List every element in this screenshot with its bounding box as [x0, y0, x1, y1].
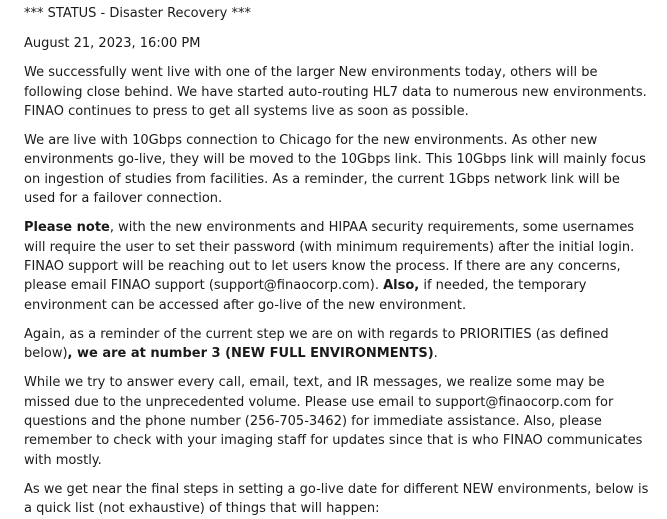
paragraph-support-contact [24, 373, 649, 469]
priorities-emphasis: , we are at number 3 (NEW FULL ENVIRONMENTS) [67, 346, 434, 362]
paragraph-please-note [24, 218, 649, 314]
document-title: *** STATUS - Disaster Recovery *** [24, 6, 251, 21]
paragraph-next-steps [24, 480, 649, 519]
paragraph-priorities [24, 325, 649, 364]
next-steps-text: As we get near the final steps in setting a go-live date for different NEW environments, below is a quick list (not exhaustive) of things that will happen: [24, 481, 649, 517]
also-label: Also, [383, 278, 420, 294]
please-note-label: Please note [24, 220, 110, 236]
paragraph-network-link-text: We are live with 10Gbps connection to Chicago for the new environments. As other new environments go-live, they will be moved to the 10Gbps link. This 10Gbps link will mainly focus on ingestion of studies from facilities. As a reminder, the current 1Gbps network link will be used for a failover connection. [24, 133, 646, 207]
priorities-text: Again, as a reminder of the current step we are on with regards to PRIORITIES (as defined below) [24, 326, 609, 362]
support-contact-text: While we try to answer every call, email, text, and IR messages, we realize some may be missed due to the unprecedented volume. Please use email to support@finaocorp.com for questions and the phone number (256-705-3462) for immediate assistance. Also, please remember to check with your imaging staff for updates since that is who FINAO communicates with mostly. [24, 375, 643, 468]
please-note-text-end: if needed, the temporary environment can be accessed after go-live of the new environment. [24, 278, 587, 313]
paragraph-go-live [24, 63, 649, 121]
paragraph-go-live-text: We successfully went live with one of the larger New environments today, others will be following close behind. We have started auto-routing HL7 data to numerous new environments. FINAO continues to press to get all systems live as soon as possible. [24, 65, 647, 119]
priorities-period: . [433, 346, 438, 362]
paragraph-network-link [24, 131, 649, 208]
please-note-text: , with the new environments and HIPAA security requirements, some usernames will require the user to set their password (with minimum requirements) after the initial login. FINAO support will be reaching out to let users know the process. If there are any concerns, please email FINAO support (support@finaocorp.com). [24, 220, 635, 294]
document-date: August 21, 2023, 16:00 PM [24, 36, 201, 51]
